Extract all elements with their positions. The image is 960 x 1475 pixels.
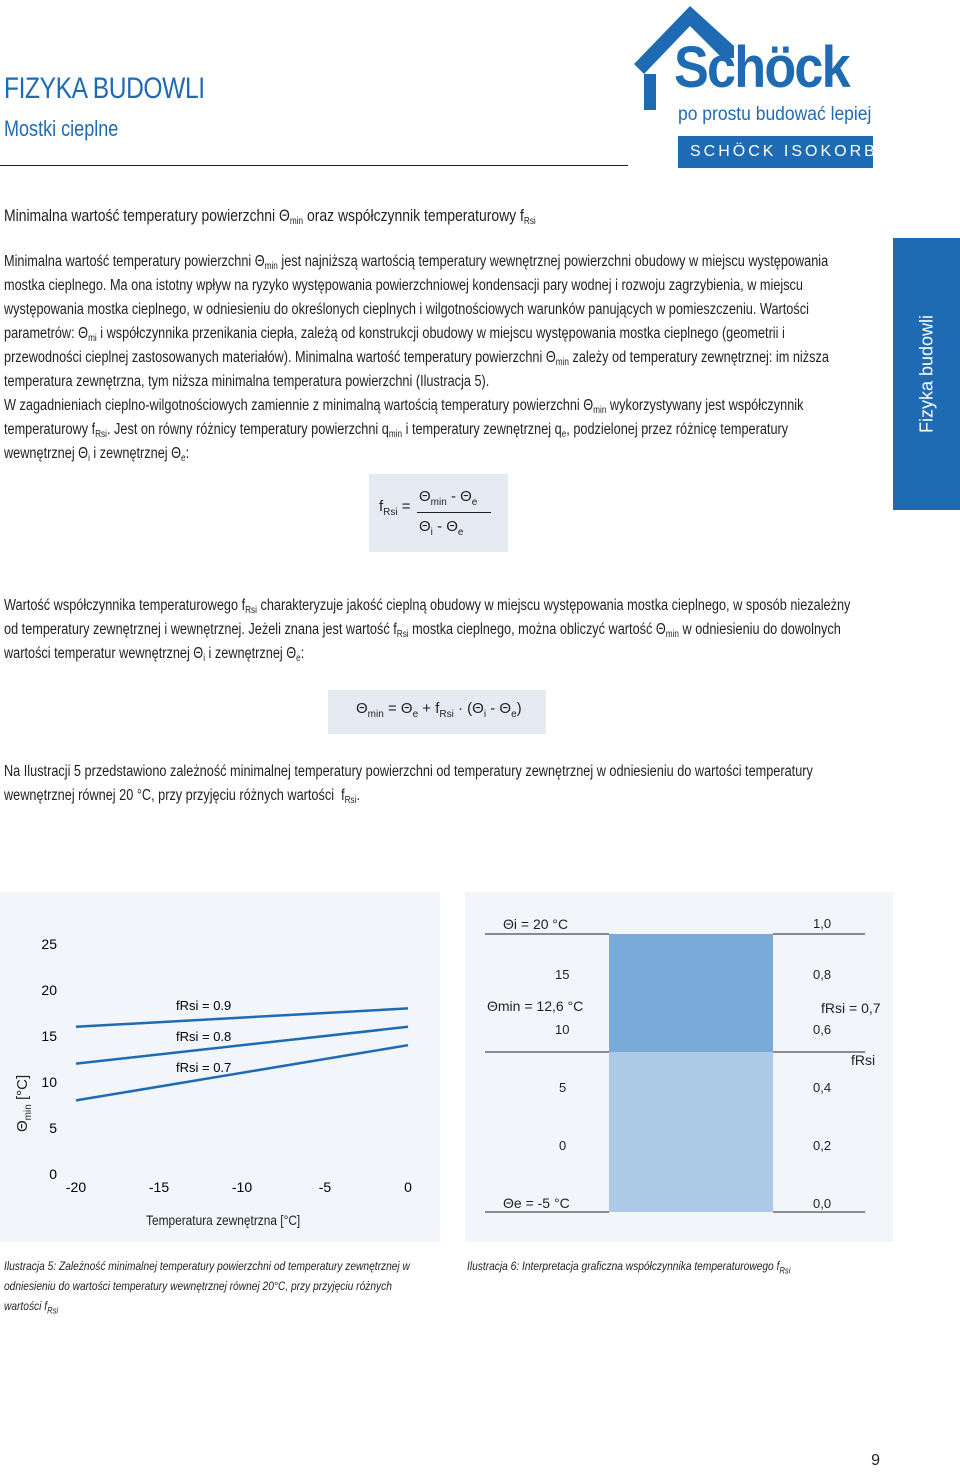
logo-product: SCHÖCK ISOKORB® (690, 143, 893, 160)
chart5-ytick: 20 (41, 982, 57, 998)
logo-tagline: po prostu budować lepiej (678, 104, 872, 125)
schoeck-logo (634, 6, 893, 170)
chart5-ytick: 5 (49, 1120, 57, 1136)
side-tab (893, 238, 960, 510)
chart6-right-tick: 1,0 (813, 916, 832, 931)
chart6-annotation-frsi: fRsi = 0,7 (821, 1000, 881, 1016)
chart6-annotation-theta-i: Θi = 20 °C (503, 916, 569, 932)
formula-lhs: $f_{Rsi}$ = (379, 498, 411, 518)
chart6-annotation-theta-e: Θe = -5 °C (503, 1195, 570, 1211)
side-tab-label: Fizyka budowli (916, 314, 936, 434)
paragraph-intro: Minimalna wartość temperatury powierzchni $\Theta_{min}$ jest najniższą wartością temperatury wewnętrznej powierzchni obudowy w miejscu występowania mostka cieplnego. Ma ona istotny wpływ na ryzyko występowania powierzchniowej kondensacji pary wodnej i rozwoju zagrzybienia, w miejscu występowania mostka cieplnego, w odniesieniu do określonych cieplnych i wilgotnościowych warunków panujących w pomieszczeniu. Wartości parametrów: $\Theta_{mi}$ i współczynnika przenikania ciepła, zależą od konstrukcji obudowy w miejscu występowania mostka cieplnego (geometrii i przewodności cieplnej zastosowanych materiałów). Minimalna wartość temperatury powierzchni $\Theta_{min}$ zależy od temperatury zewnętrznej: im niższa temperatura zewnętrzna, tym niższa minimalna temperatura powierzchni (Ilustracja 5). W zagadnieniach cieplno-wilgotnościowych zamiennie z minimalną wartością temperatury powierzchni $\Theta_{min}$ wykorzystywany jest współczynnik temperaturowy $f_{Rsi}$. Jest on równy różnicy temperatury powierzchni $q_{min}$ i temperatury zewnętrznej $q_e$, podzielonej przez różnicę temperatury wewnętrznej $\Theta_i$ i zewnętrznej $\Theta_e$: (4, 253, 829, 464)
chart5-series-label: fRsi = 0.7 (176, 1060, 232, 1075)
chart6-lower-bar (609, 1052, 773, 1212)
chart5-xtick: 0 (404, 1179, 412, 1195)
logo-product-bar (678, 136, 893, 168)
chart6-upper-bar (609, 934, 773, 1052)
chart6-annotation-theta-min: Θmin = 12,6 °C (487, 998, 584, 1014)
caption-ilustracja-6: Ilustracja 6: Interpretacja graficzna współczynnika temperaturowego $f_{Rsi}$ (467, 1259, 791, 1276)
chart5-ylabel: $\Theta_{min}$ [°C] (14, 1074, 34, 1132)
chart6-left-tick: 10 (555, 1022, 570, 1037)
chart5-xtick: -5 (318, 1179, 332, 1195)
chart5-ytick: 10 (41, 1074, 57, 1090)
chart5-xtick: -15 (148, 1179, 170, 1195)
chart5-xtick: -20 (65, 1179, 87, 1195)
paragraph-frsi: Wartość współczynnika temperaturowego $f_{Rsi}$ charakteryzuje jakość cieplną obudowy w miejscu występowania mostka cieplnego, w sposób niezależny od temperatury zewnętrznej i wewnętrznej. Jeżeli znana jest wartość $f_{Rsi}$ mostka cieplnego, można obliczyć wartość $\Theta_{min}$ w odniesieniu do dowolnych wartości temperatur wewnętrznej $\Theta_i$ i zewnętrznej $\Theta_e$: (4, 597, 851, 664)
chart5-svg (0, 892, 440, 1242)
chart6-svg (465, 892, 893, 1242)
chart6-left-tick: 0 (559, 1138, 567, 1153)
chart5-series-label: fRsi = 0.8 (176, 1029, 232, 1044)
page-subtitle: Mostki cieplne (4, 116, 119, 141)
chart5-xtick: -10 (231, 1179, 253, 1195)
formula-frsi (369, 474, 508, 552)
chart6-right-tick: 0,2 (813, 1138, 832, 1153)
formula-theta-min: $\Theta_{min} = \Theta_e + f_{Rsi} \cdot (\Theta_i - \Theta_e)$ (328, 690, 546, 734)
chart5-xlabel: Temperatura zewnętrzna [°C] (146, 1212, 301, 1228)
chart6-ylabel: fRsi (851, 1052, 876, 1068)
formula-fraction-line (417, 512, 491, 513)
chart-ilustracja-5 (0, 892, 440, 1242)
logo-brand: Schöck (674, 35, 849, 100)
chart-ilustracja-6 (465, 892, 893, 1242)
paragraph-ilustracja5: Na Ilustracji 5 przedstawiono zależność minimalnej temperatury powierzchni od temperatury zewnętrznej w odniesieniu do wartości temperatury wewnętrznej równej 20 °C, przy przyjęciu różnych wartości $f_{Rsi}$. (4, 763, 813, 806)
chart6-left-tick: 15 (555, 967, 570, 982)
chart5-series-label: fRsi = 0.9 (176, 998, 232, 1013)
chart6-right-tick: 0,6 (813, 1022, 832, 1037)
page-number: 9 (871, 1452, 880, 1469)
chart5-ytick: 25 (41, 936, 57, 952)
formula-denominator: $\Theta_i - \Theta_e$ (419, 518, 464, 538)
chart6-right-tick: 0,0 (813, 1196, 832, 1211)
page-title: FIZYKA BUDOWLI (4, 72, 205, 105)
chart5-ytick: 0 (49, 1166, 57, 1182)
chart6-right-tick: 0,8 (813, 967, 832, 982)
formula-numerator: $\Theta_{min} - \Theta_e$ (419, 488, 478, 508)
chart6-right-tick: 0,4 (813, 1080, 832, 1095)
section-heading: Minimalna wartość temperatury powierzchni $\Theta_{min}$ oraz współczynnik temperaturowy $f_{Rsi}$ (4, 206, 536, 227)
chart5-ytick: 15 (41, 1028, 57, 1044)
title-rule (0, 165, 628, 166)
caption-ilustracja-5: Ilustracja 5: Zależność minimalnej temperatury powierzchni od temperatury zewnętrznej w odniesieniu do wartości temperatury wewnętrznej równej 20°C, przy przyjęciu różnych wartości $f_{Rsi}$ (4, 1259, 410, 1316)
chart6-left-tick: 5 (559, 1080, 567, 1095)
